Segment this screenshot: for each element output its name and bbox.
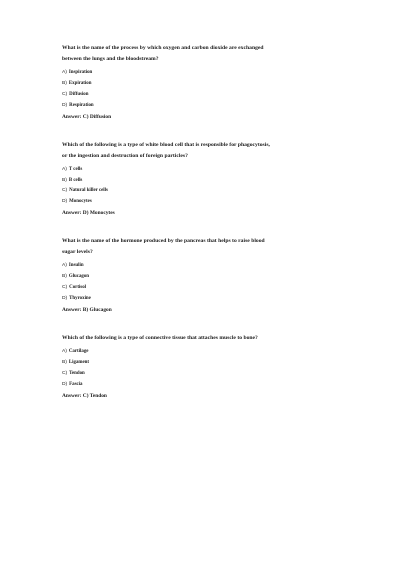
option-letter: A) (62, 166, 67, 172)
question-block-4 (62, 333, 362, 401)
question-text (62, 236, 362, 258)
option-text: Natural killer cells (69, 188, 108, 194)
quiz-content (62, 43, 362, 419)
option-letter: C) (62, 91, 68, 97)
option-c (62, 283, 362, 294)
option-letter: C) (62, 188, 68, 194)
question-line: between the lungs and the bloodstream? (62, 56, 159, 62)
option-b (62, 79, 362, 90)
option-letter: B) (62, 80, 67, 86)
option-letter: D) (62, 381, 68, 387)
option-letter: B) (62, 274, 67, 280)
question-line: What is the name of the process by which oxygen and carbon dioxide are exchanged (62, 45, 264, 51)
option-c (62, 90, 362, 101)
option-text: Insulin (68, 263, 84, 269)
option-text: Cortisol (69, 285, 87, 291)
answer-text: Answer: C) Diffusion (62, 113, 112, 120)
option-text: Diffusion (69, 91, 89, 97)
option-letter: C) (62, 285, 68, 291)
option-text: Glucagon (68, 274, 90, 280)
question-text (62, 140, 362, 162)
option-letter: C) (62, 370, 68, 376)
option-letter: D) (62, 199, 68, 205)
question-block-2 (62, 140, 362, 219)
option-d (62, 380, 362, 391)
option-text: Ligament (68, 359, 89, 365)
option-letter: A) (62, 70, 67, 75)
question-text (62, 333, 362, 344)
question-text (62, 43, 362, 65)
option-text: B cells (68, 177, 83, 183)
option-text: Thyroxine (69, 295, 91, 301)
option-text: Expiration (68, 80, 92, 86)
option-b (62, 176, 362, 187)
option-letter: B) (62, 177, 67, 183)
answer-text: Answer: B) Glucagon (62, 306, 112, 313)
option-b (62, 272, 362, 283)
question-block-1 (62, 43, 362, 122)
option-text: Fascia (69, 381, 83, 387)
option-c (62, 186, 362, 197)
option-d (62, 197, 362, 208)
option-text: Tendon (69, 370, 85, 376)
option-letter: D) (62, 102, 68, 108)
option-d (62, 294, 362, 305)
option-letter: B) (62, 359, 67, 365)
option-text: Cartilage (68, 348, 89, 354)
option-d (62, 101, 362, 112)
option-a (62, 347, 362, 358)
question-block-3 (62, 236, 362, 315)
option-a (62, 261, 362, 272)
option-text: Monocytes (69, 199, 92, 205)
option-text: T cells (68, 166, 83, 172)
question-line: Which of the following is a type of white blood cell that is responsible for phagocytosis, (62, 141, 270, 148)
option-text: Respiration (69, 102, 94, 108)
answer-text: Answer: C) Tendon (62, 392, 107, 399)
question-line: or the ingestion and destruction of foreign particles? (62, 152, 188, 159)
option-letter: A) (62, 263, 67, 269)
option-b (62, 358, 362, 369)
question-line: sugar levels? (62, 249, 93, 256)
option-text: Inspiration (68, 70, 93, 75)
answer-text: Answer: D) Monocytes (62, 210, 115, 217)
option-a (62, 68, 362, 79)
option-a (62, 165, 362, 176)
question-line: What is the name of the hormone produced by the pancreas that helps to raise blood (62, 238, 265, 245)
option-letter: D) (62, 295, 68, 301)
option-letter: A) (62, 348, 67, 354)
option-c (62, 369, 362, 380)
question-line: Which of the following is a type of connective tissue that attaches muscle to bone? (62, 334, 258, 341)
